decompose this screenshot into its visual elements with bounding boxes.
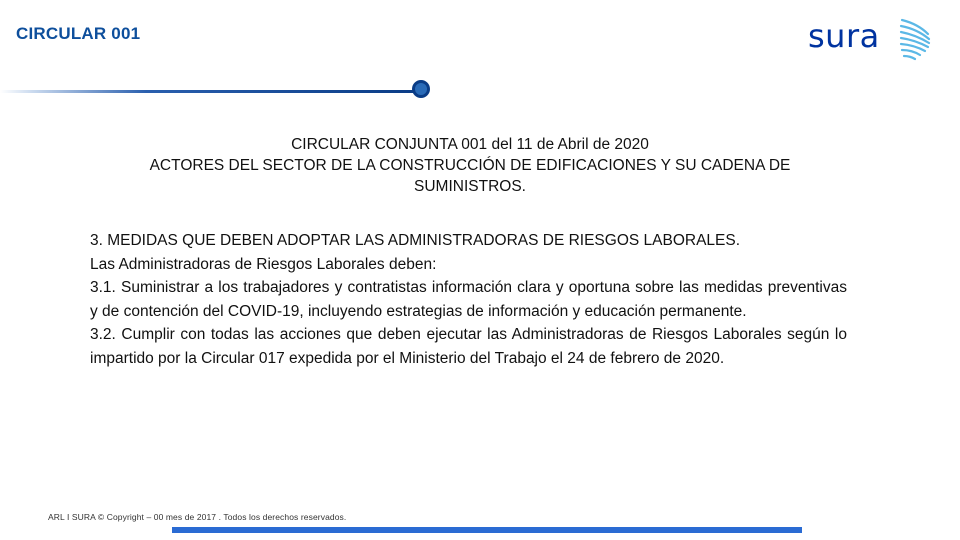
section-heading: 3. MEDIDAS QUE DEBEN ADOPTAR LAS ADMINISTRADORAS DE RIESGOS LABORALES. bbox=[90, 232, 741, 249]
divider-dot bbox=[412, 80, 430, 98]
item-3-1: 3.1. Suministrar a los trabajadores y contratistas información clara y oportuna sobre las medidas preventivas y de contención del COVID-19, incluyendo estrategias de información y educación permanente. bbox=[90, 279, 847, 320]
footer-copyright: ARL I SURA © Copyright – 00 mes de 2017 . Todos los derechos reservados. bbox=[48, 512, 347, 522]
logo-wave-icon bbox=[898, 16, 934, 62]
section-subheading: Las Administradoras de Riesgos Laborales deben: bbox=[90, 255, 437, 273]
logo-wordmark: sura bbox=[808, 17, 880, 55]
body-block bbox=[90, 229, 847, 370]
footer-bar bbox=[172, 527, 802, 533]
sura-logo bbox=[808, 14, 932, 64]
page-title: CIRCULAR 001 bbox=[16, 24, 141, 43]
title-line-3: SUMINISTROS. bbox=[414, 178, 526, 195]
header-divider bbox=[0, 90, 418, 93]
title-line-2: ACTORES DEL SECTOR DE LA CONSTRUCCIÓN DE EDIFICACIONES Y SU CADENA DE bbox=[149, 157, 791, 174]
title-line-1: CIRCULAR CONJUNTA 001 del 11 de Abril de 2020 bbox=[291, 136, 649, 153]
title-block bbox=[110, 134, 830, 197]
item-3-2: 3.2. Cumplir con todas las acciones que deben ejecutar las Administradoras de Riesgos Laborales según lo impartido por la Circular 017 expedida por el Ministerio del Trabajo el 24 de febrero de 2020. bbox=[90, 326, 847, 367]
